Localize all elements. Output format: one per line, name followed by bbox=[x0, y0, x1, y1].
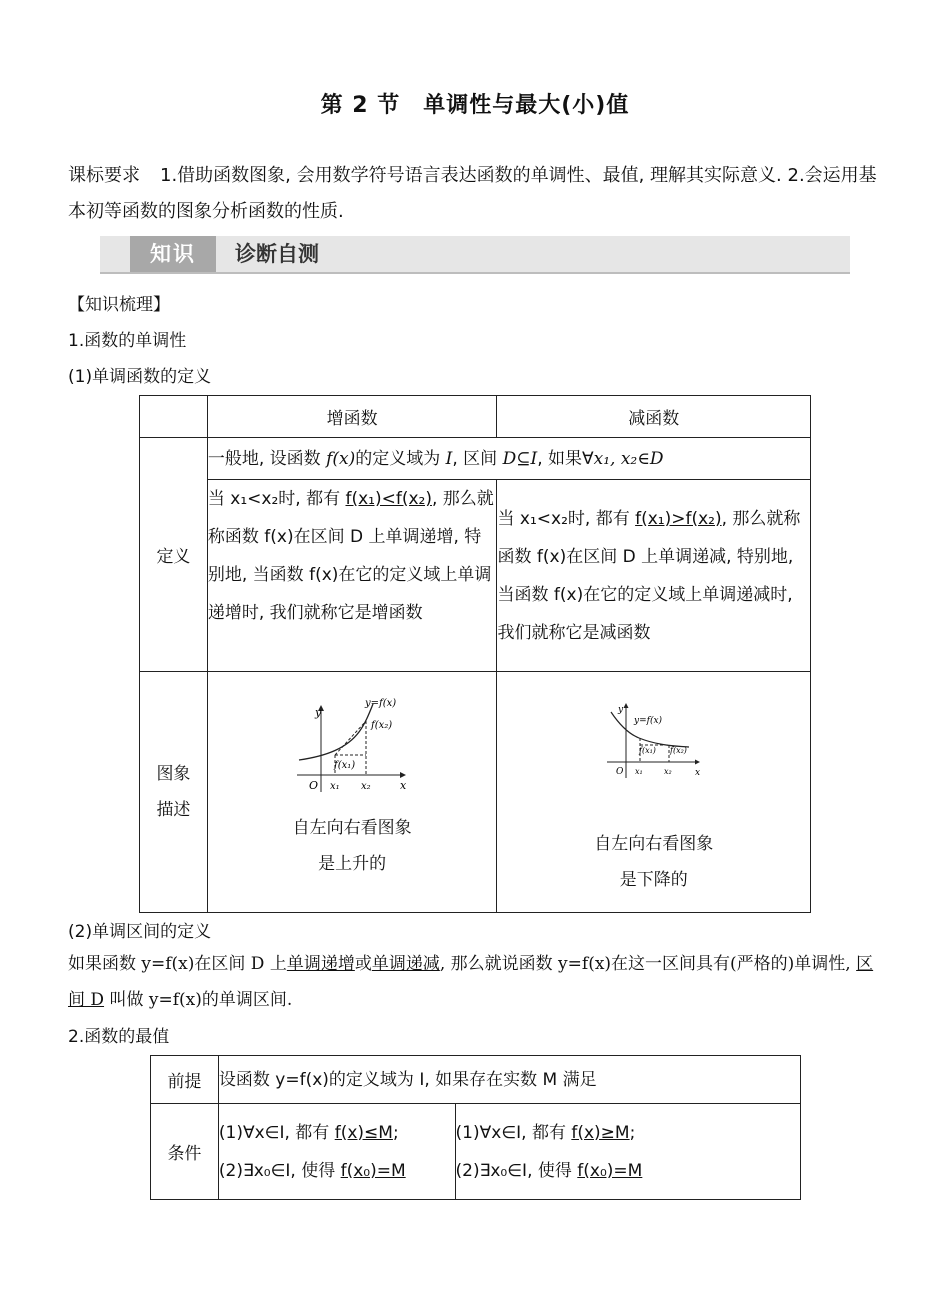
common-interval-D: D⊆I bbox=[502, 448, 538, 469]
decreasing-graph-cell bbox=[497, 672, 811, 913]
dec-text-a: 当 x₁<x₂时, 都有 bbox=[497, 508, 636, 529]
dec-x-label: x bbox=[694, 768, 700, 778]
requirement-tag: 课标要求 bbox=[68, 165, 140, 186]
interval-blank-region: 区间 D bbox=[68, 954, 874, 1010]
inc-fx2-label: f(x₂) bbox=[371, 720, 393, 731]
interval-text-c: 或 bbox=[354, 954, 372, 974]
dec-blank-answer: f(x₁)>f(x₂) bbox=[635, 508, 722, 529]
decreasing-graph bbox=[599, 698, 709, 790]
definition-label: 定义 bbox=[140, 438, 208, 672]
inc-caption-line-2: 是上升的 bbox=[318, 854, 387, 874]
dec-origin-label: O bbox=[615, 767, 624, 777]
banner-light-label: 诊断自测 bbox=[235, 242, 319, 266]
inc-x1-label: x₁ bbox=[330, 781, 340, 792]
dec-graph-caption bbox=[497, 826, 810, 898]
graph-label bbox=[140, 672, 208, 913]
premise-row bbox=[151, 1056, 801, 1104]
section-1-heading: 1.函数的单调性 bbox=[68, 331, 187, 351]
max-cond-2-blank: f(x₀)=M bbox=[340, 1160, 406, 1181]
min-cond-2-text: (2)∃x₀∈I, 使得 bbox=[455, 1160, 578, 1181]
common-part-b: 的定义域为 bbox=[355, 448, 446, 469]
interval-text-g: 叫做 y=f(x)的单调区间. bbox=[104, 990, 293, 1010]
inc-graph-caption bbox=[208, 810, 497, 882]
dec-y-label: y bbox=[617, 705, 623, 715]
knowledge-heading: 【知识梳理】 bbox=[68, 295, 170, 315]
dec-caption-line-1: 自左向右看图象 bbox=[594, 834, 714, 854]
subsection-2-heading: (2)单调区间的定义 bbox=[68, 922, 212, 942]
condition-minimum bbox=[455, 1104, 800, 1200]
inc-y-label: y bbox=[315, 706, 322, 719]
dec-fx2-label: f(x₂) bbox=[669, 746, 687, 755]
extremum-table bbox=[150, 1055, 801, 1200]
header-decreasing: 减函数 bbox=[497, 396, 811, 438]
inc-blank-answer: f(x₁)<f(x₂) bbox=[345, 489, 432, 509]
dec-x2-label: x₂ bbox=[663, 767, 672, 776]
max-cond-1-end: ; bbox=[392, 1122, 399, 1143]
inc-text-b: , 那么就称函数 f(x)在区间 D 上单调递增, 特别地, 当函数 f(x)在它的定义域上单调递增时, 我们就称它是增函数 bbox=[207, 489, 494, 623]
inc-x2-label: x₂ bbox=[361, 781, 371, 792]
inc-function-label: y=f(x) bbox=[365, 698, 397, 709]
min-cond-2 bbox=[456, 1152, 800, 1190]
max-cond-1-text: (1)∀x∈I, 都有 bbox=[218, 1122, 335, 1143]
subsection-1-heading: (1)单调函数的定义 bbox=[68, 367, 212, 387]
min-cond-2-blank: f(x₀)=M bbox=[577, 1160, 643, 1181]
min-cond-1 bbox=[456, 1114, 800, 1152]
common-domain-I: I bbox=[445, 448, 453, 469]
premise-label: 前提 bbox=[151, 1056, 219, 1104]
header-increasing: 增函数 bbox=[207, 396, 497, 438]
max-cond-1 bbox=[219, 1114, 455, 1152]
increasing-graph-cell bbox=[207, 672, 497, 913]
interval-blank-increasing: 单调递增 bbox=[286, 954, 355, 974]
max-cond-2 bbox=[219, 1152, 455, 1190]
interval-text-e: , 那么就说函数 y=f(x)在这一区间具有(严格的)单调性, bbox=[439, 954, 857, 974]
page-title: 第 2 节 单调性与最大(小)值 bbox=[320, 93, 630, 118]
inc-x-label: x bbox=[400, 779, 407, 792]
max-cond-1-blank: f(x)≤M bbox=[334, 1122, 393, 1143]
dec-text-b: , 那么就称函数 f(x)在区间 D 上单调递减, 特别地, 当函数 f(x)在它的定义域上单调递减时, 我们就称它是减函数 bbox=[497, 508, 801, 643]
common-definition-row bbox=[140, 438, 811, 480]
common-variables: x₁, x₂∈D bbox=[593, 448, 664, 469]
common-part-c: , 区间 bbox=[452, 448, 503, 469]
min-cond-1-end: ; bbox=[629, 1122, 636, 1143]
inc-secant bbox=[335, 721, 366, 755]
condition-row bbox=[151, 1104, 801, 1200]
graph-label-line-1: 图象 bbox=[156, 764, 191, 784]
requirement-text: 1.借助函数图象, 会用数学符号语言表达函数的单调性、最值, 理解其实际意义. 2.会运用基本初等函数的图象分析函数的性质. bbox=[68, 165, 877, 222]
premise-text: 设函数 y=f(x)的定义域为 I, 如果存在实数 M 满足 bbox=[218, 1056, 800, 1104]
dec-x1-label: x₁ bbox=[634, 767, 643, 776]
curriculum-requirement bbox=[68, 158, 883, 230]
interval-blank-decreasing: 单调递减 bbox=[371, 954, 440, 974]
common-fx: f(x) bbox=[326, 448, 356, 469]
increasing-graph bbox=[287, 696, 417, 806]
inc-curve bbox=[299, 704, 373, 760]
min-cond-1-blank: f(x)≥M bbox=[571, 1122, 630, 1143]
graph-label-line-2: 描述 bbox=[156, 800, 191, 820]
dec-fx1-label: f(x₁) bbox=[638, 746, 656, 755]
table-corner-cell bbox=[140, 396, 208, 438]
inc-fx1-label: f(x₁) bbox=[334, 760, 356, 771]
common-part-a: 一般地, 设函数 bbox=[207, 448, 327, 469]
increasing-definition bbox=[207, 480, 497, 672]
decreasing-definition bbox=[497, 480, 811, 672]
condition-maximum bbox=[218, 1104, 455, 1200]
inc-caption-line-1: 自左向右看图象 bbox=[292, 818, 412, 838]
graph-row bbox=[140, 672, 811, 913]
banner-dark-label: 知识 bbox=[150, 242, 196, 266]
monotonic-definition-table bbox=[139, 395, 811, 913]
table-header-row bbox=[140, 396, 811, 438]
condition-label: 条件 bbox=[151, 1104, 219, 1200]
interval-definition bbox=[68, 946, 883, 1018]
dec-caption-line-2: 是下降的 bbox=[619, 870, 688, 890]
min-cond-1-text: (1)∀x∈I, 都有 bbox=[455, 1122, 572, 1143]
section-banner bbox=[100, 236, 850, 274]
inc-origin-label: O bbox=[309, 779, 319, 792]
common-part-d: , 如果∀ bbox=[537, 448, 594, 469]
inc-text-a: 当 x₁<x₂时, 都有 bbox=[207, 489, 346, 509]
dec-function-label: y=f(x) bbox=[633, 716, 662, 726]
interval-text-a: 如果函数 y=f(x)在区间 D 上 bbox=[68, 954, 287, 974]
specific-definition-row bbox=[140, 480, 811, 672]
max-cond-2-text: (2)∃x₀∈I, 使得 bbox=[218, 1160, 341, 1181]
section-2-heading: 2.函数的最值 bbox=[68, 1027, 170, 1047]
common-definition-text bbox=[207, 438, 810, 480]
